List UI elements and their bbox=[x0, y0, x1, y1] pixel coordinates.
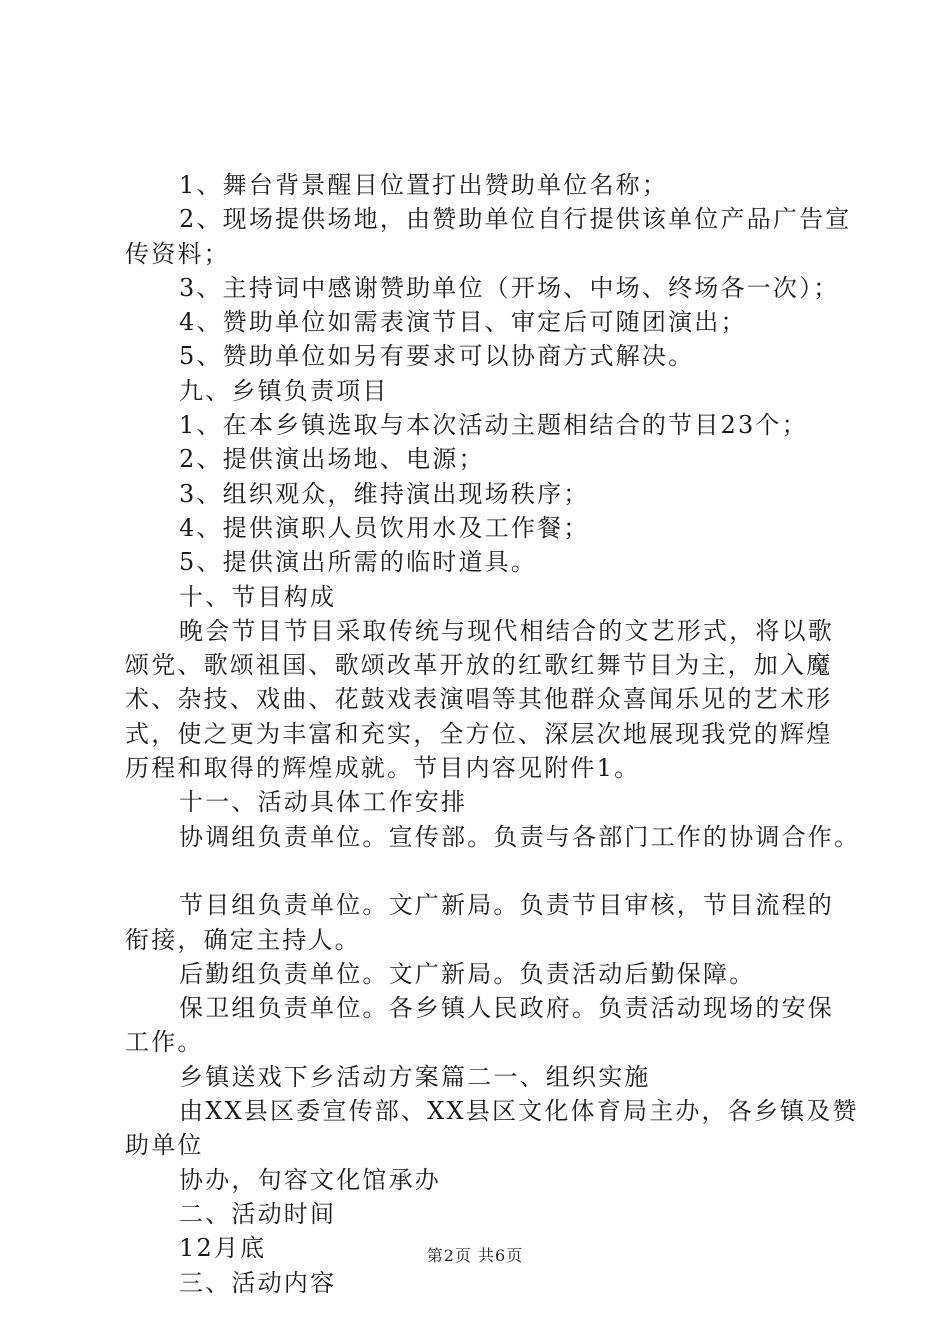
blank-line bbox=[125, 854, 845, 888]
paragraph-line: 颂党、歌颂祖国、歌颂改革开放的红歌红舞节目为主，加入魔 bbox=[125, 651, 833, 680]
paragraph-line: 节目组负责单位。文广新局。负责节目审核，节目流程的 bbox=[179, 891, 834, 920]
paragraph-line: 1、舞台背景醒目位置打出赞助单位名称； bbox=[179, 171, 669, 199]
paragraph-line: 3、主持词中感谢赞助单位（开场、中场、终场各一次）； bbox=[179, 273, 840, 302]
section-heading: 十一、活动具体工作安排 bbox=[179, 788, 468, 817]
paragraph-line: 2、提供演出场地、电源； bbox=[179, 445, 485, 474]
paragraph-line: 协调组负责单位。宣传部。负责与各部门工作的协调合作。 bbox=[179, 822, 861, 851]
paragraph-line: 5、提供演出所需的临时道具。 bbox=[179, 548, 538, 577]
paragraph-line: 保卫组负责单位。各乡镇人民政府。负责活动现场的安保 bbox=[179, 994, 834, 1023]
paragraph-line: 式，使之更为丰富和充实，全方位、深层次地展现我党的辉煌 bbox=[125, 719, 833, 748]
paragraph-line: 晚会节目节目采取传统与现代相结合的文艺形式，将以歌 bbox=[179, 616, 834, 645]
paragraph-line: 衔接，确定主持人。 bbox=[125, 925, 361, 954]
page-number-footer: 第2页 共6页 bbox=[426, 1246, 524, 1265]
paragraph-line: 传资料； bbox=[125, 239, 230, 268]
paragraph-line: 协办，句容文化馆承办 bbox=[179, 1165, 441, 1194]
paragraph-line: 2、现场提供场地，由赞助单位自行提供该单位产品广告宣 bbox=[179, 205, 852, 234]
section-heading: 九、乡镇负责项目 bbox=[179, 376, 389, 405]
paragraph-line: 12月底 bbox=[179, 1234, 267, 1263]
paragraph-line: 1、在本乡镇选取与本次活动主题相结合的节目23个； bbox=[179, 411, 808, 440]
paragraph-line: 4、赞助单位如需表演节目、审定后可随团演出； bbox=[179, 308, 747, 337]
paragraph-line: 3、组织观众，维持演出现场秩序； bbox=[179, 479, 590, 508]
paragraph-line: 由XX县区委宣传部、XX县区文化体育局主办，各乡镇及赞 bbox=[179, 1097, 859, 1126]
section-heading: 二、活动时间 bbox=[179, 1199, 337, 1228]
paragraph-line: 4、提供演职人员饮用水及工作餐； bbox=[179, 513, 590, 542]
paragraph-line: 术、杂技、戏曲、花鼓戏表演唱等其他群众喜闻乐见的艺术形 bbox=[125, 685, 833, 714]
document-body bbox=[125, 168, 861, 1300]
paragraph-line: 乡镇送戏下乡活动方案篇二一、组织实施 bbox=[179, 1062, 651, 1091]
paragraph-line: 5、赞助单位如另有要求可以协商方式解决。 bbox=[179, 342, 695, 371]
section-heading: 三、活动内容 bbox=[179, 1268, 337, 1297]
paragraph-line: 历程和取得的辉煌成就。节目内容见附件1。 bbox=[125, 754, 641, 783]
paragraph-line: 工作。 bbox=[125, 1028, 204, 1057]
section-heading: 十、节目构成 bbox=[179, 582, 337, 611]
paragraph-line: 助单位 bbox=[125, 1131, 204, 1160]
paragraph-line: 后勤组负责单位。文广新局。负责活动后勤保障。 bbox=[179, 959, 756, 988]
